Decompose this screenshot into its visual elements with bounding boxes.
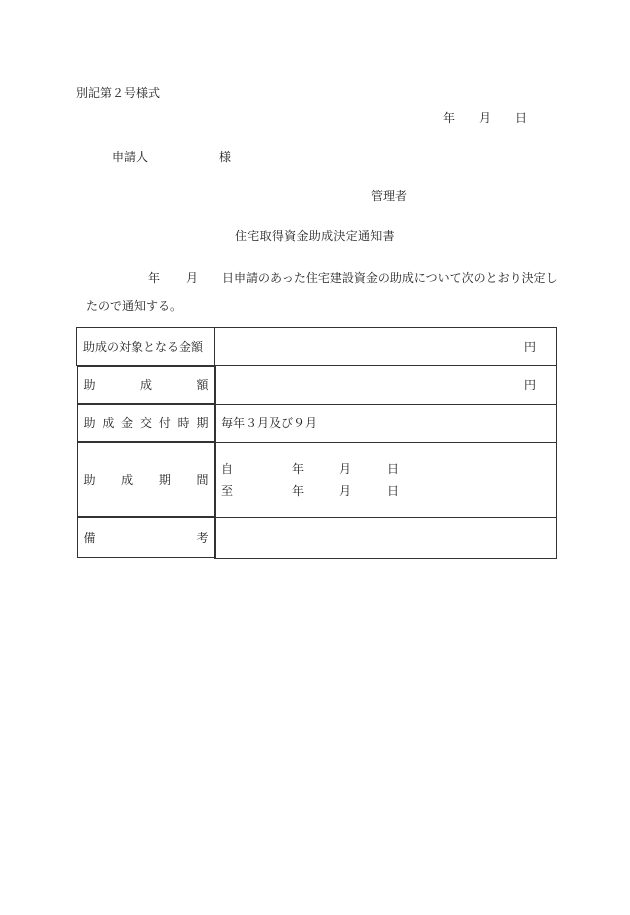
label-char: 成 (102, 416, 115, 430)
notice-table (76, 327, 557, 559)
body-line-1 (148, 271, 558, 285)
period-from-month: 月 (339, 461, 352, 476)
period-to-year: 年 (292, 483, 305, 498)
label-char: 時 (177, 416, 190, 430)
period-from-day: 日 (387, 461, 400, 476)
label-char: 期 (196, 416, 209, 430)
period-to-prefix: 至 (221, 483, 234, 498)
row-label-target-amount: 助成の対象となる金額 (77, 328, 215, 366)
table-row (77, 366, 557, 405)
applicant-honorific: 様 (219, 150, 232, 164)
row-value-payment-timing: 毎年３月及び９月 (215, 404, 557, 442)
table-row (77, 442, 557, 517)
period-from (221, 458, 550, 480)
period-from-prefix: 自 (221, 461, 234, 476)
label-char: 助 (83, 378, 96, 392)
label-char: 助 (83, 472, 96, 487)
period-from-year: 年 (292, 461, 305, 476)
label-char: 備 (83, 530, 96, 545)
row-label-grant-period (77, 442, 216, 517)
label-char: 考 (196, 530, 209, 545)
row-label-payment-timing (77, 404, 216, 442)
row-value-grant-period (215, 442, 557, 517)
document-title: 住宅取得資金助成決定通知書 (235, 229, 395, 243)
label-char: 助 (83, 416, 96, 430)
table-row (77, 404, 557, 442)
period-to (221, 480, 550, 502)
label-char: 成 (139, 378, 152, 392)
issue-date (443, 111, 527, 125)
table-row (77, 517, 557, 558)
label-char: 間 (196, 472, 209, 487)
date-month: 月 (479, 111, 492, 125)
administrator-label: 管理者 (371, 189, 408, 203)
body-year: 年 (148, 271, 161, 285)
form-number: 別記第２号様式 (76, 86, 161, 100)
table-row (77, 328, 557, 366)
body-line-2: たので通知する。 (86, 299, 183, 313)
label-char: 成 (121, 472, 134, 487)
period-to-month: 月 (339, 483, 352, 498)
label-char: 付 (158, 416, 171, 430)
body-line1-text: 日申請のあった住宅建設資金の助成について次のとおり決定し (222, 271, 558, 285)
row-label-remarks (77, 517, 216, 558)
body-month: 月 (186, 271, 199, 285)
label-char: 交 (139, 416, 152, 430)
applicant-label: 申請人 (112, 150, 149, 164)
period-to-day: 日 (387, 483, 400, 498)
date-year: 年 (443, 111, 456, 125)
label-char: 額 (196, 378, 209, 392)
label-char: 期 (158, 472, 171, 487)
row-label-grant-amount (77, 366, 216, 404)
date-day: 日 (515, 111, 528, 125)
row-value-grant-amount: 円 (215, 366, 557, 405)
row-value-remarks (215, 517, 557, 558)
label-char: 金 (121, 416, 134, 430)
row-value-target-amount: 円 (215, 328, 557, 366)
